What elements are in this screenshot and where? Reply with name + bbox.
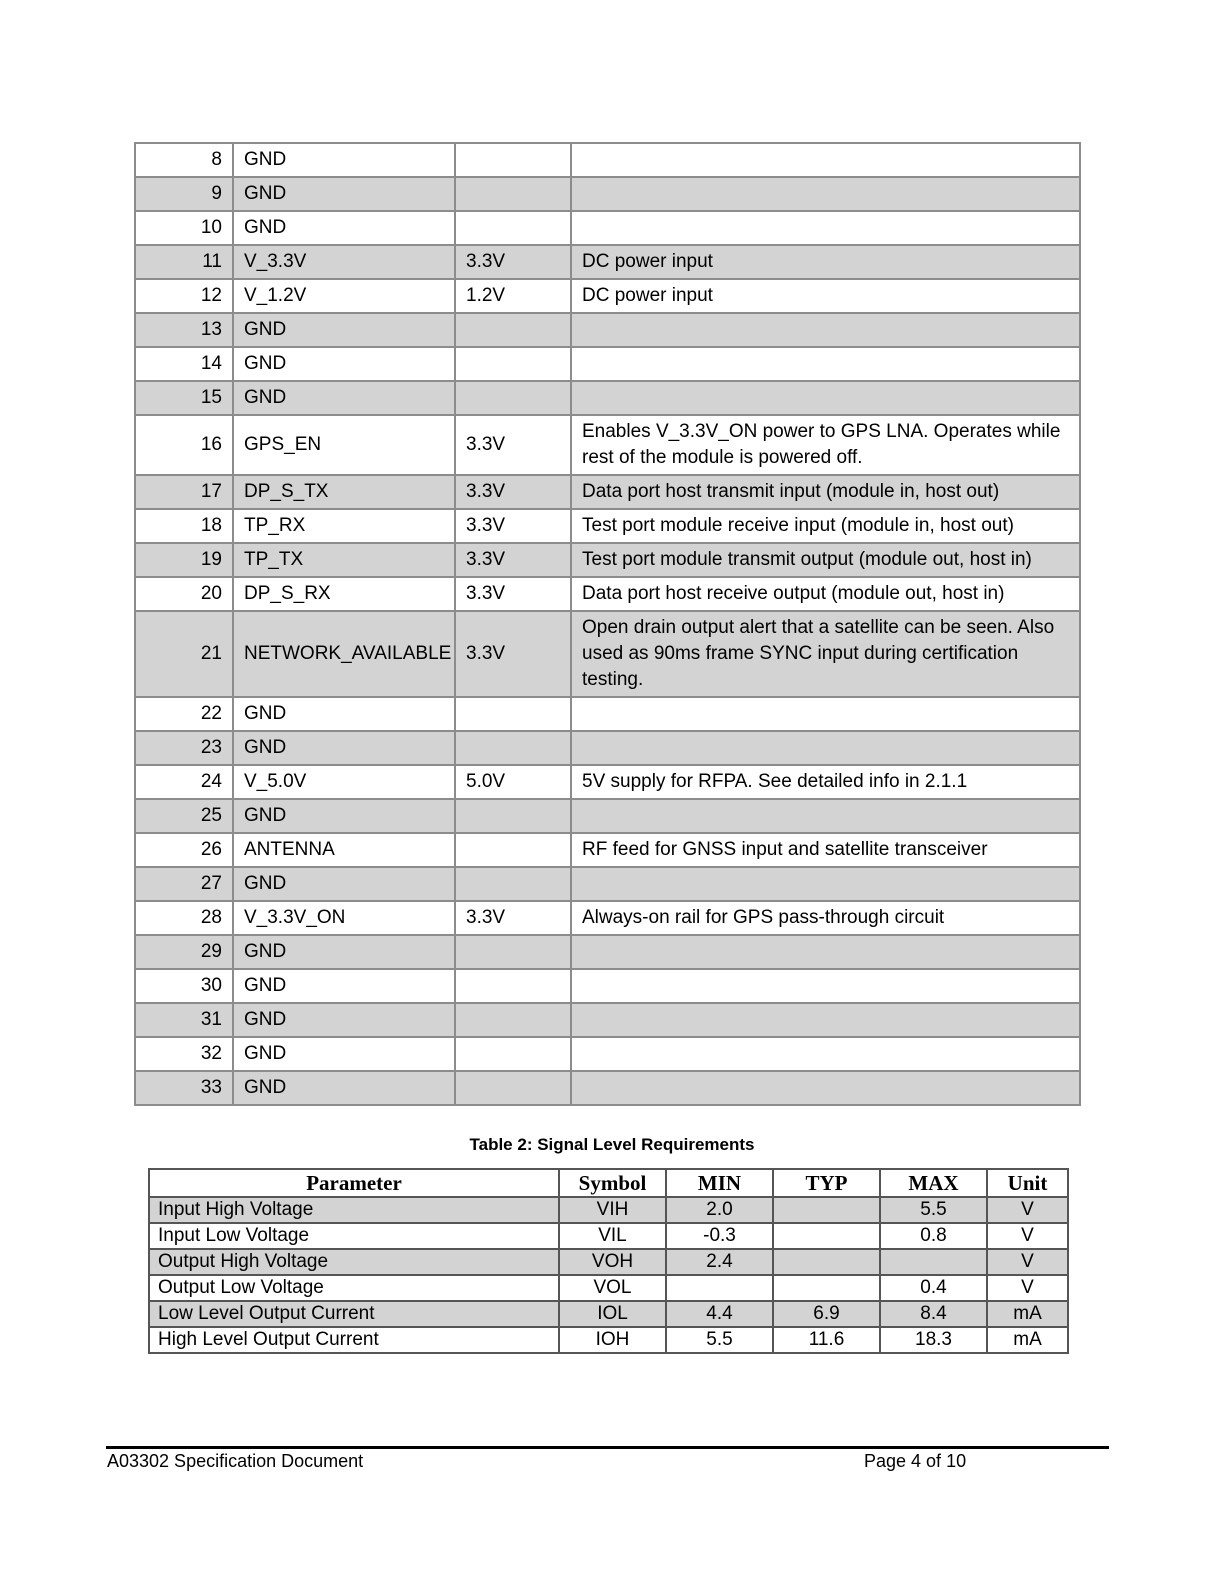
pin-voltage: 3.3V [455, 475, 571, 509]
pin-row [135, 543, 1080, 577]
header-parameter: Parameter [149, 1169, 559, 1197]
pin-row [135, 279, 1080, 313]
pin-number: 31 [135, 1003, 233, 1037]
parameter-name: Output Low Voltage [149, 1275, 559, 1301]
typ-value: 11.6 [773, 1327, 880, 1353]
signal-table-caption: Table 2: Signal Level Requirements [469, 1135, 755, 1154]
pin-number: 19 [135, 543, 233, 577]
pin-row [135, 143, 1080, 177]
max-value: 18.3 [880, 1327, 987, 1353]
parameter-name: Input Low Voltage [149, 1223, 559, 1249]
pin-row [135, 901, 1080, 935]
header-unit: Unit [987, 1169, 1068, 1197]
pin-number: 23 [135, 731, 233, 765]
pin-row [135, 611, 1080, 697]
pin-name: GND [233, 1003, 455, 1037]
pin-description [571, 697, 1080, 731]
parameter-name: High Level Output Current [149, 1327, 559, 1353]
header-typ: TYP [773, 1169, 880, 1197]
pin-description: Enables V_3.3V_ON power to GPS LNA. Operates while rest of the module is powered off. [571, 415, 1080, 475]
pin-voltage [455, 1071, 571, 1105]
pin-number: 16 [135, 415, 233, 475]
pin-number: 13 [135, 313, 233, 347]
pin-voltage [455, 731, 571, 765]
pin-description [571, 381, 1080, 415]
pin-description: Data port host receive output (module out, host in) [571, 577, 1080, 611]
pin-description: DC power input [571, 279, 1080, 313]
pin-name: GND [233, 177, 455, 211]
pin-row [135, 833, 1080, 867]
symbol-cell: VIL [559, 1223, 666, 1249]
pin-number: 11 [135, 245, 233, 279]
pin-voltage: 3.3V [455, 509, 571, 543]
pin-row [135, 177, 1080, 211]
pin-number: 26 [135, 833, 233, 867]
symbol-cell: VOL [559, 1275, 666, 1301]
pin-name: DP_S_TX [233, 475, 455, 509]
pin-name: GND [233, 969, 455, 1003]
pin-row [135, 969, 1080, 1003]
max-value: 5.5 [880, 1197, 987, 1223]
pin-voltage [455, 867, 571, 901]
pin-voltage: 3.3V [455, 415, 571, 475]
min-value: 2.4 [666, 1249, 773, 1275]
parameter-name: Output High Voltage [149, 1249, 559, 1275]
signal-level-table [148, 1168, 1069, 1354]
pin-name: ANTENNA [233, 833, 455, 867]
pin-number: 32 [135, 1037, 233, 1071]
pin-description [571, 143, 1080, 177]
pin-name: GND [233, 697, 455, 731]
pin-name: DP_S_RX [233, 577, 455, 611]
pin-description: Open drain output alert that a satellite can be seen. Also used as 90ms frame SYNC input during certification testing. [571, 611, 1080, 697]
pin-description: RF feed for GNSS input and satellite transceiver [571, 833, 1080, 867]
pin-description: Test port module receive input (module in, host out) [571, 509, 1080, 543]
header-symbol: Symbol [559, 1169, 666, 1197]
pin-description: 5V supply for RFPA. See detailed info in 2.1.1 [571, 765, 1080, 799]
max-value: 8.4 [880, 1301, 987, 1327]
pin-number: 20 [135, 577, 233, 611]
signal-row [149, 1197, 1068, 1223]
pin-number: 14 [135, 347, 233, 381]
pin-voltage: 3.3V [455, 901, 571, 935]
pin-voltage [455, 347, 571, 381]
pin-row [135, 867, 1080, 901]
symbol-cell: VOH [559, 1249, 666, 1275]
pin-voltage [455, 211, 571, 245]
pin-description [571, 731, 1080, 765]
pin-number: 24 [135, 765, 233, 799]
pin-row [135, 1003, 1080, 1037]
pin-number: 25 [135, 799, 233, 833]
pin-voltage: 3.3V [455, 577, 571, 611]
pin-row [135, 313, 1080, 347]
pin-name: GND [233, 381, 455, 415]
pin-number: 17 [135, 475, 233, 509]
pin-voltage [455, 1037, 571, 1071]
pin-name: GND [233, 731, 455, 765]
pin-description [571, 799, 1080, 833]
signal-row [149, 1275, 1068, 1301]
max-value [880, 1249, 987, 1275]
header-min: MIN [666, 1169, 773, 1197]
pin-number: 33 [135, 1071, 233, 1105]
pin-name: GND [233, 143, 455, 177]
pin-row [135, 245, 1080, 279]
pin-number: 27 [135, 867, 233, 901]
pin-description: Test port module transmit output (module out, host in) [571, 543, 1080, 577]
pin-number: 15 [135, 381, 233, 415]
pin-number: 29 [135, 935, 233, 969]
pin-description [571, 1037, 1080, 1071]
pin-description: DC power input [571, 245, 1080, 279]
pin-description [571, 867, 1080, 901]
pin-row [135, 577, 1080, 611]
footer-document-title: A03302 Specification Document [107, 1451, 364, 1471]
pin-number: 12 [135, 279, 233, 313]
pin-name: GPS_EN [233, 415, 455, 475]
pin-description [571, 211, 1080, 245]
signal-row [149, 1249, 1068, 1275]
symbol-cell: IOH [559, 1327, 666, 1353]
pin-description: Always-on rail for GPS pass-through circuit [571, 901, 1080, 935]
pin-voltage: 3.3V [455, 245, 571, 279]
pin-voltage [455, 177, 571, 211]
pin-voltage: 5.0V [455, 765, 571, 799]
pin-number: 9 [135, 177, 233, 211]
pin-row [135, 731, 1080, 765]
parameter-name: Input High Voltage [149, 1197, 559, 1223]
parameter-name: Low Level Output Current [149, 1301, 559, 1327]
max-value: 0.4 [880, 1275, 987, 1301]
pin-number: 22 [135, 697, 233, 731]
footer-page-number: Page 4 of 10 [864, 1451, 967, 1471]
pin-description [571, 1003, 1080, 1037]
pin-number: 10 [135, 211, 233, 245]
pin-number: 8 [135, 143, 233, 177]
pin-name: TP_TX [233, 543, 455, 577]
signal-row [149, 1301, 1068, 1327]
typ-value [773, 1249, 880, 1275]
pin-voltage [455, 1003, 571, 1037]
pin-name: V_3.3V_ON [233, 901, 455, 935]
pin-voltage [455, 833, 571, 867]
signal-table-header-row [149, 1169, 1068, 1197]
signal-row [149, 1327, 1068, 1353]
pin-voltage [455, 799, 571, 833]
pin-number: 18 [135, 509, 233, 543]
pin-voltage: 1.2V [455, 279, 571, 313]
pin-row [135, 1071, 1080, 1105]
pin-name: GND [233, 799, 455, 833]
pin-row [135, 1037, 1080, 1071]
pin-voltage [455, 969, 571, 1003]
pin-description [571, 347, 1080, 381]
unit-cell: mA [987, 1327, 1068, 1353]
pin-description: Data port host transmit input (module in, host out) [571, 475, 1080, 509]
unit-cell: mA [987, 1301, 1068, 1327]
pin-name: GND [233, 211, 455, 245]
pin-description [571, 313, 1080, 347]
signal-row [149, 1223, 1068, 1249]
typ-value [773, 1223, 880, 1249]
typ-value [773, 1197, 880, 1223]
pin-row [135, 765, 1080, 799]
unit-cell: V [987, 1249, 1068, 1275]
pin-number: 21 [135, 611, 233, 697]
min-value [666, 1275, 773, 1301]
pin-row [135, 381, 1080, 415]
pin-name: GND [233, 1071, 455, 1105]
pin-voltage [455, 313, 571, 347]
footer-divider [106, 1446, 1109, 1449]
pin-assignment-table [134, 142, 1081, 1106]
pin-voltage [455, 935, 571, 969]
pin-row [135, 799, 1080, 833]
header-max: MAX [880, 1169, 987, 1197]
symbol-cell: IOL [559, 1301, 666, 1327]
min-value: 5.5 [666, 1327, 773, 1353]
pin-voltage [455, 381, 571, 415]
pin-name: NETWORK_AVAILABLE [233, 611, 455, 697]
pin-number: 28 [135, 901, 233, 935]
pin-name: GND [233, 1037, 455, 1071]
min-value: 4.4 [666, 1301, 773, 1327]
max-value: 0.8 [880, 1223, 987, 1249]
pin-row [135, 415, 1080, 475]
min-value: 2.0 [666, 1197, 773, 1223]
pin-name: TP_RX [233, 509, 455, 543]
pin-row [135, 935, 1080, 969]
pin-name: V_5.0V [233, 765, 455, 799]
pin-row [135, 697, 1080, 731]
pin-row [135, 347, 1080, 381]
unit-cell: V [987, 1223, 1068, 1249]
pin-number: 30 [135, 969, 233, 1003]
symbol-cell: VIH [559, 1197, 666, 1223]
pin-name: GND [233, 935, 455, 969]
typ-value: 6.9 [773, 1301, 880, 1327]
min-value: -0.3 [666, 1223, 773, 1249]
signal-table-body [149, 1197, 1068, 1353]
pin-description [571, 969, 1080, 1003]
typ-value [773, 1275, 880, 1301]
pin-voltage [455, 143, 571, 177]
pin-voltage [455, 697, 571, 731]
pin-voltage: 3.3V [455, 543, 571, 577]
unit-cell: V [987, 1197, 1068, 1223]
pin-description [571, 177, 1080, 211]
pin-name: V_3.3V [233, 245, 455, 279]
pin-name: GND [233, 867, 455, 901]
unit-cell: V [987, 1275, 1068, 1301]
pin-row [135, 211, 1080, 245]
pin-voltage: 3.3V [455, 611, 571, 697]
pin-name: GND [233, 313, 455, 347]
pin-name: GND [233, 347, 455, 381]
pin-table-body [135, 143, 1080, 1105]
pin-row [135, 475, 1080, 509]
pin-description [571, 1071, 1080, 1105]
pin-description [571, 935, 1080, 969]
pin-name: V_1.2V [233, 279, 455, 313]
pin-row [135, 509, 1080, 543]
